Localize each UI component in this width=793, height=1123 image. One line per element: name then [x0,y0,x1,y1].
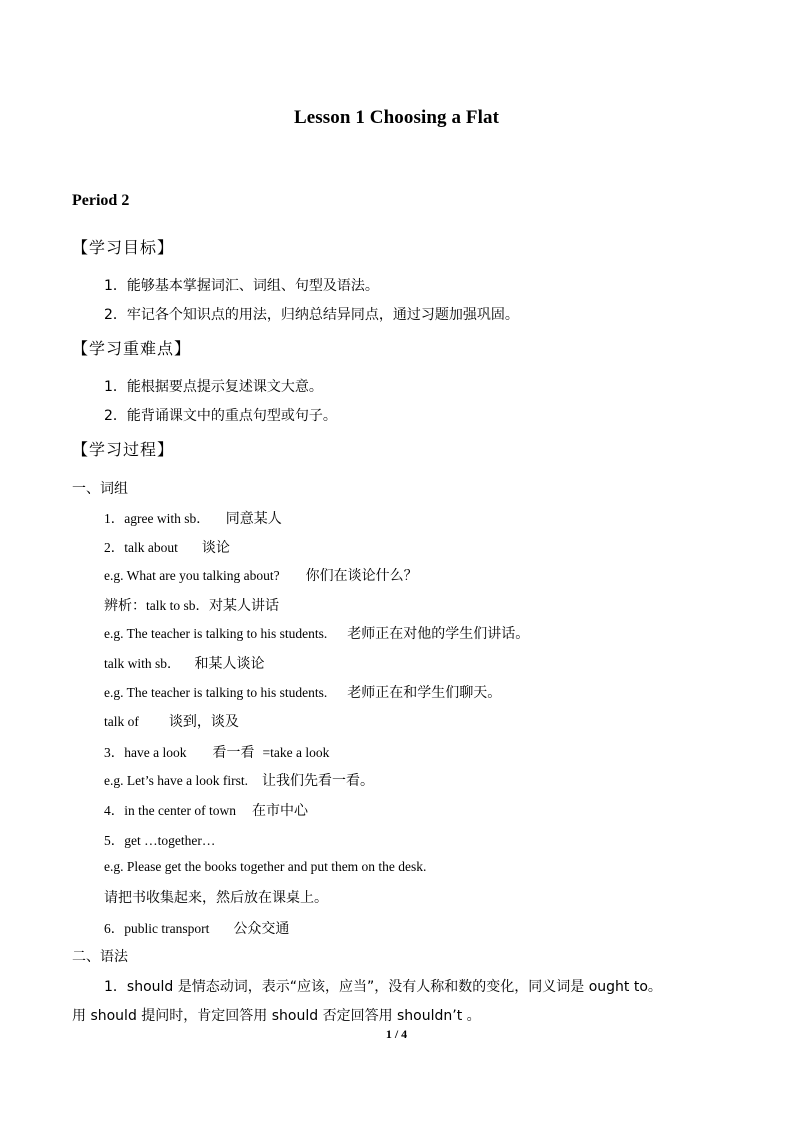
example-1-cn: 你们在谈论什么？ [305,568,418,584]
phrase-5 [104,829,215,849]
example-5-en: e.g. Please get the books together and put them on the desk. [104,859,427,874]
example-3-cn: 老师正在和学生们聊天。 [347,685,502,701]
note-en: talk to sb． [146,598,209,613]
note-label: 辨析： [104,598,146,614]
talk-with-line [104,652,265,673]
phrase-4-en: 4．in the center of town [104,803,236,818]
example-5-translation: 请把书收集起来，然后放在课桌上。 [104,890,328,906]
talk-with-cn: 和某人谈论 [194,656,265,672]
phrase-1-cn: 同意某人 [225,511,282,527]
phrase-3-eq: =take a look [262,745,330,760]
note-cn: 对某人讲话 [209,598,279,614]
example-4-en: e.g. Let’s have a look first. [104,773,248,788]
section1-label: 一、词组 [72,481,128,497]
example-5 [104,859,426,875]
grammar-line-2: 用 should 提问时，肯定回答用 should 否定回答用 shouldn’t 。 [72,1008,481,1024]
phrase-3 [104,741,329,762]
phrase-5-en: 5．get …together… [104,833,216,848]
goals-heading: 【学习目标】 [72,238,175,257]
phrase-1 [104,507,282,528]
talk-of-line [104,711,239,731]
goal-item-1: 1．能够基本掌握词汇、词组、句型及语法。 [104,278,379,294]
page-number: 1 / 4 [385,1027,408,1041]
example-1 [104,565,418,585]
keypoints-heading: 【学习重难点】 [72,339,192,358]
keypoint-item-1: 1．能根据要点提示复述课文大意。 [104,379,323,395]
example-2-en: e.g. The teacher is talking to his students. [104,626,328,641]
process-heading: 【学习过程】 [72,440,175,459]
phrase-2-en: 2．talk about [104,540,178,555]
talk-with-en: talk with sb． [104,656,181,671]
keypoint-item-2: 2．能背诵课文中的重点句型或句子。 [104,408,337,424]
phrase-6-en: 6．public transport [104,921,210,936]
talk-of-en: talk of [104,714,139,729]
goal-item-2: 2．牢记各个知识点的用法，归纳总结异同点，通过习题加强巩固。 [104,307,519,323]
phrase-6 [104,917,289,938]
example-4 [104,770,374,790]
note-line [104,594,279,615]
example-3-en: e.g. The teacher is talking to his students. [104,685,328,700]
talk-of-cn: 谈到，谈及 [168,714,239,730]
example-1-en: e.g. What are you talking about? [104,568,280,583]
example-4-cn: 让我们先看一看。 [261,773,374,789]
phrase-4-cn: 在市中心 [251,803,308,819]
phrase-6-cn: 公众交通 [233,921,290,937]
phrase-3-en: 3．have a look [104,745,187,760]
grammar-line-1: 1．should 是情态动词，表示“应该，应当”，没有人称和数的变化，同义词是 ought to。 [104,979,662,995]
phrase-3-cn: 看一看 [212,745,255,761]
phrase-1-en: 1．agree with sb． [104,511,210,526]
example-2 [104,623,529,643]
example-3 [104,682,501,702]
phrase-4 [104,799,308,820]
period-label: Period 2 [72,192,130,209]
document-title: Lesson 1 Choosing a Flat [293,107,500,128]
phrase-2 [104,536,230,557]
phrase-2-cn: 谈论 [201,540,230,556]
section2-label: 二、语法 [72,949,128,965]
example-2-cn: 老师正在对他的学生们讲话。 [347,626,530,642]
